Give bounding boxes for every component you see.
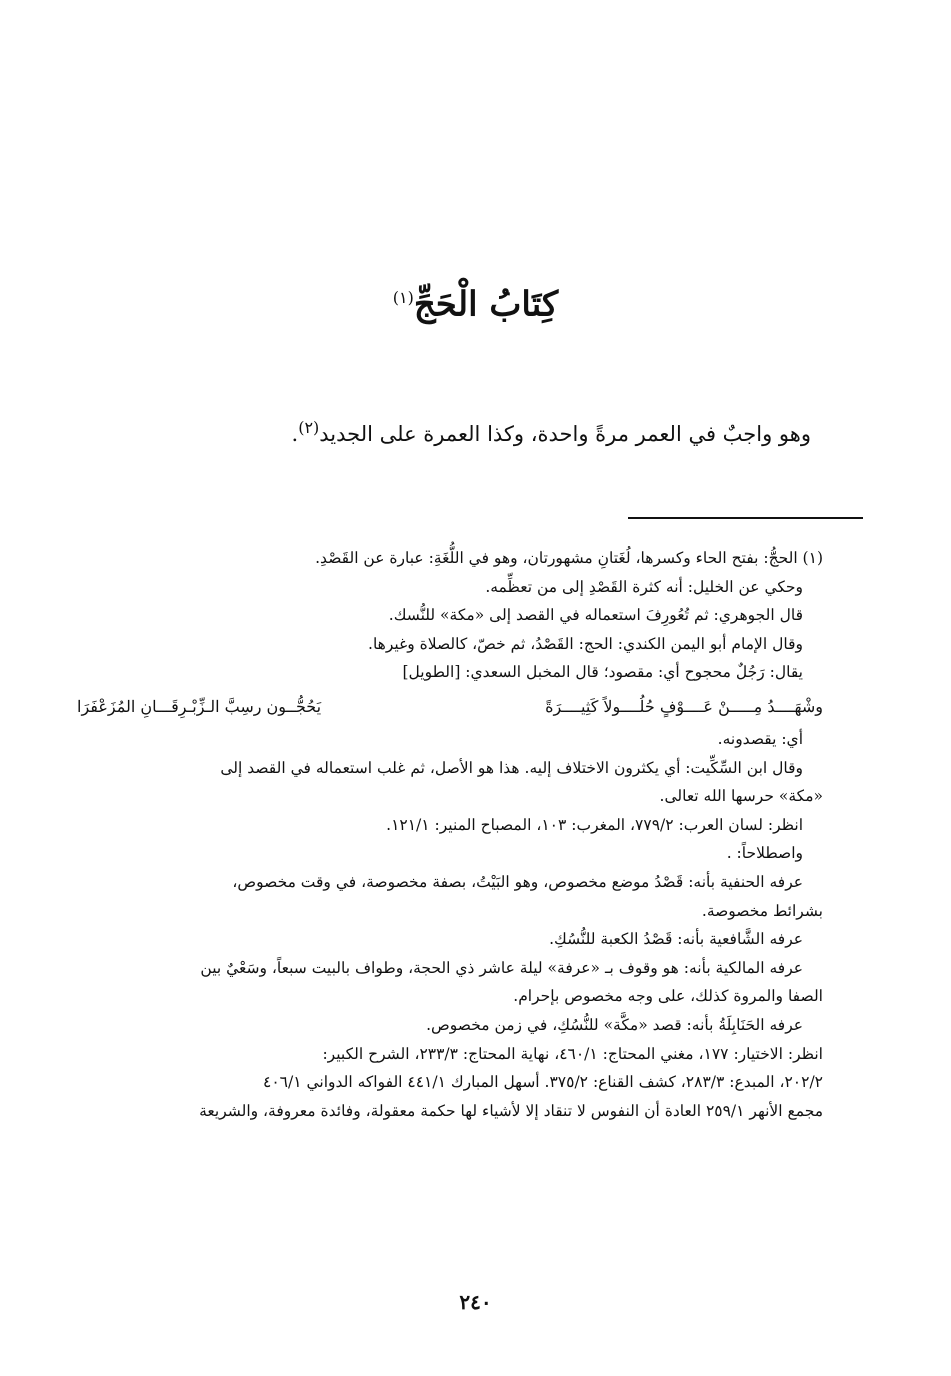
footnote-line: عرفه المالكية بأنه: هو وقوف بـ «عرفة» ليلة عاشر ذي الحجة، وطواف بالبيت سبعاً، وسَعْيٌ بين bbox=[200, 958, 803, 977]
footnote-line: ٢٠٢/٢، المبدع: ٢٨٣/٣، كشف القناع: ٣٧٥/٢. أسهل المبارك ٤٤١/١ الفواكه الدواني ٤٠٦/١ bbox=[263, 1073, 823, 1092]
footnotes-section bbox=[77, 544, 823, 1125]
footnote-line: عرفه الحَنَابِلَةُ بأنه: قصد «مكَّة» للنُّسُكِ، في زمن مخصوص. bbox=[426, 1015, 803, 1034]
footnote-line: واصطلاحاً: . bbox=[726, 844, 803, 863]
chapter-title-footnote-ref: (١) bbox=[392, 288, 414, 307]
main-text-footnote-ref: (٢) bbox=[298, 418, 320, 437]
footnote-line: الصفا والمروة كذلك، على وجه مخصوص بإحرام. bbox=[513, 987, 823, 1006]
footnote-line bbox=[77, 1097, 823, 1126]
footnote-line: وقال الإمام أبو اليمن الكندي: الحج: القَصْدُ، ثم خصّ، كالصلاة وغيرها. bbox=[368, 634, 803, 653]
page-number: ٢٤٠ bbox=[459, 1290, 492, 1314]
footnote-line-text: مجمع الأنهر ٢٥٩/١ العادة أن النفوس لا تنقاد إلا لأشياء لها حكمة معقولة، وفائدة معروفة، والشريعة bbox=[199, 1101, 823, 1120]
footnote-line: عرفه الحنفية بأنه: قَصْدُ موضع مخصوص، وهو البَيْتُ، بصفة مخصوصة، في وقت مخصوص، bbox=[232, 872, 803, 891]
footnote-line: عرفه الشَّافعية بأنه: قَصْدُ الكعبة للنُّسُكِ. bbox=[549, 930, 803, 949]
footnote-line: يقال: رَجُلٌ محجوح أي: مقصود؛ قال المخبل السعدي: [الطويل] bbox=[402, 663, 803, 682]
footnote-separator bbox=[628, 517, 863, 519]
main-text: وهو واجبٌ في العمر مرةً واحدة، وكذا العمرة على الجديد bbox=[319, 422, 811, 446]
footnote-line: بشرائط مخصوصة. bbox=[701, 901, 823, 920]
poem-second-hemistich: يَحُجُّــون رسِبَّ الـزِّبْـرِقَـــانِ المُزَعْفَرَا bbox=[77, 696, 322, 716]
chapter-title-text: كِتَابُ الْحَجِّ bbox=[413, 284, 559, 325]
footnote-line: (١) الحجُّ: بفتح الحاء وكسرها، لُغَتانِ مشهورتان، وهو في اللُّغَةِ: عبارة عن القَصْدِ. bbox=[315, 549, 823, 567]
footnote-line: انظر: لسان العرب: ٧٧٩/٢، المغرب: ١٠٣، المصباح المنير: ١٢١/١. bbox=[386, 815, 803, 834]
footnote-line: وقال ابن السِّكِّيت: أي يكثرون الاختلاف إليه. هذا هو الأصل، ثم غلب استعماله في القصد إلى bbox=[220, 758, 803, 777]
footnote-line: أي: يقصدونه. bbox=[717, 729, 803, 748]
footnote-line: انظر: الاختيار: ١٧٧، مغني المحتاج: ٤٦٠/١، نهاية المحتاج: ٢٣٣/٣، الشرح الكبير: bbox=[322, 1044, 823, 1063]
poem-verse bbox=[77, 687, 823, 725]
footnote-line: «مكة» حرسها الله تعالى. bbox=[659, 787, 823, 806]
chapter-title bbox=[0, 268, 951, 334]
footnote-line: قال الجوهري: ثم تُعُورِفَ استعماله في القصد إلى «مكة» للنُّسك. bbox=[388, 606, 803, 625]
footnote-line: وحكي عن الخليل: أنه كثرة القَصْدِ إلى من تعظِّمه. bbox=[485, 577, 803, 596]
poem-first-hemistich: وشْهَــــدُ مِـــــنْ عَــــوْفٍ حُلُــــولاً كَثِيــــرَةً bbox=[545, 696, 823, 716]
main-text-period: . bbox=[291, 422, 299, 446]
main-paragraph bbox=[111, 408, 811, 454]
